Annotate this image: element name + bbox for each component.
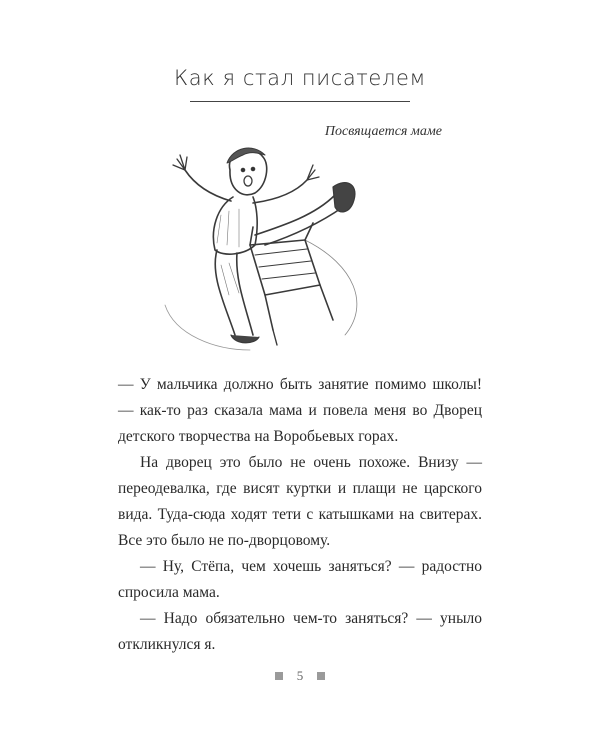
- dedication: Посвящается маме: [324, 124, 442, 139]
- chapter-title: Как я стал писателем: [174, 66, 426, 90]
- paragraph: На дворец это было не очень похоже. Внизу — переодевалка, где висят куртки и плащи не царского вида. Туда-сюда ходят тети с катышками на свитерах. Все это было не по-дворцовому.: [118, 454, 482, 549]
- boy-on-chair-illustration: [155, 145, 380, 360]
- page-number: 5: [296, 668, 304, 683]
- square-ornament-icon: [317, 672, 325, 680]
- page-footer: [0, 668, 600, 684]
- title-underline: [190, 101, 410, 102]
- paragraph: — Ну, Стёпа, чем хочешь заняться? — радостно спросила мама.: [118, 558, 482, 601]
- paragraph: — Надо обязательно чем-то заняться? — уныло откликнулся я.: [118, 610, 482, 653]
- square-ornament-icon: [275, 672, 283, 680]
- body-text: [118, 372, 482, 658]
- paragraph: — У мальчика должно быть занятие помимо школы! — как-то раз сказала мама и повела меня во Дворец детского творчества на Воробьевых горах.: [118, 376, 482, 445]
